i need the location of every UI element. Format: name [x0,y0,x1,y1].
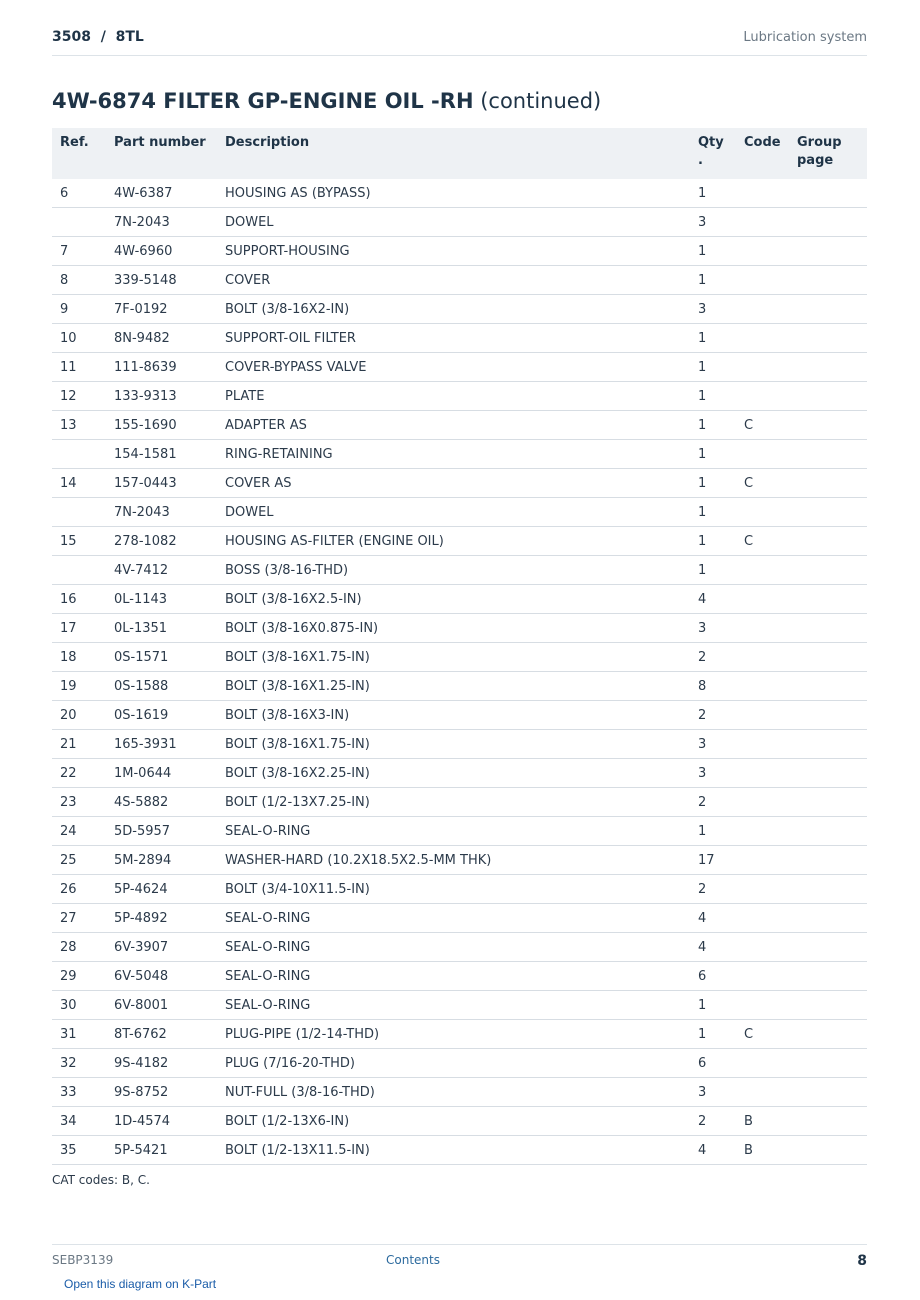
ref-cell: 23 [52,788,106,817]
description-cell: RING-RETAINING [217,440,690,469]
part-number-cell: 1M-0644 [106,759,217,788]
part-number-cell: 4W-6960 [106,237,217,266]
part-number-cell: 154-1581 [106,440,217,469]
page [52,0,867,1300]
kpart-diagram-link[interactable]: Open this diagram on K-Part [64,1277,217,1291]
qty-cell: 6 [690,1049,736,1078]
code-cell [736,1078,789,1107]
description-cell: BOLT (3/8-16X2.5-IN) [217,585,690,614]
code-cell: C [736,411,789,440]
ref-cell: 15 [52,527,106,556]
group-page-cell [789,672,867,701]
code-cell [736,962,789,991]
col-header-group-page: Group page [789,128,867,179]
description-cell: SEAL-O-RING [217,904,690,933]
group-page-cell [789,730,867,759]
ref-cell: 14 [52,469,106,498]
table-row [52,556,867,585]
page-number: 8 [857,1253,867,1269]
table-row [52,962,867,991]
table-row [52,1136,867,1165]
qty-cell: 1 [690,353,736,382]
code-cell [736,295,789,324]
table-row [52,527,867,556]
table-row [52,1078,867,1107]
description-cell: HOUSING AS (BYPASS) [217,179,690,208]
qty-cell: 3 [690,759,736,788]
description-cell: BOLT (3/8-16X3-IN) [217,701,690,730]
code-cell [736,672,789,701]
ref-cell: 11 [52,353,106,382]
part-number-cell: 0S-1588 [106,672,217,701]
group-page-cell [789,353,867,382]
code-cell: C [736,469,789,498]
qty-cell: 1 [690,527,736,556]
part-number-cell: 5P-4892 [106,904,217,933]
code-cell [736,701,789,730]
part-number-cell: 155-1690 [106,411,217,440]
code-cell [736,266,789,295]
part-number-cell: 5P-5421 [106,1136,217,1165]
table-row [52,875,867,904]
part-number-cell: 157-0443 [106,469,217,498]
qty-cell: 1 [690,237,736,266]
ref-cell: 6 [52,179,106,208]
description-cell: ADAPTER AS [217,411,690,440]
group-page-cell [789,904,867,933]
qty-cell: 4 [690,933,736,962]
code-cell [736,179,789,208]
code-cell [736,382,789,411]
group-page-cell [789,933,867,962]
ref-cell: 33 [52,1078,106,1107]
group-page-cell [789,498,867,527]
section-title: Lubrication system [743,30,867,45]
part-number-cell: 0S-1571 [106,643,217,672]
code-cell [736,759,789,788]
qty-cell: 2 [690,643,736,672]
qty-cell: 4 [690,1136,736,1165]
table-row [52,469,867,498]
table-row [52,759,867,788]
qty-cell: 17 [690,846,736,875]
parts-table-body [52,179,867,1165]
qty-cell: 1 [690,817,736,846]
part-number-cell: 8N-9482 [106,324,217,353]
part-number-cell: 133-9313 [106,382,217,411]
part-number-cell: 9S-8752 [106,1078,217,1107]
qty-cell: 2 [690,875,736,904]
part-number-cell: 1D-4574 [106,1107,217,1136]
group-page-cell [789,1020,867,1049]
description-cell: COVER-BYPASS VALVE [217,353,690,382]
table-row [52,643,867,672]
qty-cell: 8 [690,672,736,701]
part-number-cell: 278-1082 [106,527,217,556]
description-cell: SEAL-O-RING [217,933,690,962]
code-cell [736,991,789,1020]
description-cell: BOLT (3/8-16X2.25-IN) [217,759,690,788]
group-page-cell [789,179,867,208]
code-cell [736,614,789,643]
description-cell: BOLT (3/8-16X1.75-IN) [217,730,690,759]
col-header-part-number: Part number [106,128,217,179]
group-page-cell [789,962,867,991]
group-page-cell [789,788,867,817]
qty-cell: 2 [690,701,736,730]
ref-cell: 26 [52,875,106,904]
group-page-cell [789,643,867,672]
parts-table [52,128,867,1165]
code-cell: B [736,1136,789,1165]
group-page-cell [789,237,867,266]
ref-cell: 32 [52,1049,106,1078]
ref-cell: 7 [52,237,106,266]
group-page-cell [789,614,867,643]
col-header-description: Description [217,128,690,179]
ref-cell: 20 [52,701,106,730]
qty-cell: 1 [690,1020,736,1049]
description-cell: WASHER-HARD (10.2X18.5X2.5-MM THK) [217,846,690,875]
ref-cell: 34 [52,1107,106,1136]
group-page-cell [789,1107,867,1136]
qty-cell: 1 [690,266,736,295]
description-cell: BOLT (3/8-16X0.875-IN) [217,614,690,643]
part-number-cell: 6V-5048 [106,962,217,991]
part-number-cell: 165-3931 [106,730,217,759]
description-cell: PLATE [217,382,690,411]
ref-cell: 22 [52,759,106,788]
description-cell: BOLT (3/8-16X2-IN) [217,295,690,324]
ref-cell: 30 [52,991,106,1020]
ref-cell: 24 [52,817,106,846]
title-suffix: (continued) [473,89,602,113]
table-row [52,846,867,875]
group-page-cell [789,469,867,498]
ref-cell [52,440,106,469]
description-cell: SEAL-O-RING [217,817,690,846]
description-cell: DOWEL [217,208,690,237]
table-row [52,440,867,469]
page-header [52,29,867,56]
group-page-cell [789,382,867,411]
description-cell: HOUSING AS-FILTER (ENGINE OIL) [217,527,690,556]
qty-cell: 1 [690,440,736,469]
table-row [52,498,867,527]
ref-cell: 27 [52,904,106,933]
group-page-cell [789,701,867,730]
part-number-cell: 7N-2043 [106,498,217,527]
group-page-cell [789,991,867,1020]
table-row [52,701,867,730]
ref-cell: 18 [52,643,106,672]
part-number-cell: 111-8639 [106,353,217,382]
document-id: SEBP3139 [52,1253,114,1267]
part-number-cell: 4V-7412 [106,556,217,585]
description-cell: SUPPORT-HOUSING [217,237,690,266]
table-row [52,1020,867,1049]
qty-cell: 1 [690,382,736,411]
code-cell [736,846,789,875]
description-cell: BOLT (1/2-13X7.25-IN) [217,788,690,817]
qty-cell: 1 [690,179,736,208]
group-page-cell [789,585,867,614]
group-page-cell [789,556,867,585]
description-cell: DOWEL [217,498,690,527]
group-page-cell [789,527,867,556]
ref-cell: 10 [52,324,106,353]
table-row [52,672,867,701]
group-page-cell [789,1078,867,1107]
table-row [52,411,867,440]
code-cell [736,353,789,382]
code-cell [736,498,789,527]
code-cell [736,788,789,817]
ref-cell: 12 [52,382,106,411]
group-page-cell [789,1136,867,1165]
part-number-cell: 0L-1143 [106,585,217,614]
ref-cell: 17 [52,614,106,643]
part-number-cell: 8T-6762 [106,1020,217,1049]
part-number-cell: 4W-6387 [106,179,217,208]
code-cell [736,585,789,614]
table-row [52,933,867,962]
code-cell: B [736,1107,789,1136]
table-row [52,614,867,643]
qty-cell: 2 [690,788,736,817]
description-cell: PLUG (7/16-20-THD) [217,1049,690,1078]
group-page-cell [789,266,867,295]
col-header-qty: Qty . [690,128,736,179]
description-cell: COVER AS [217,469,690,498]
ref-cell: 28 [52,933,106,962]
page-title [52,89,601,113]
description-cell: BOSS (3/8-16-THD) [217,556,690,585]
part-number-cell: 9S-4182 [106,1049,217,1078]
table-row [52,295,867,324]
part-number-cell: 5M-2894 [106,846,217,875]
ref-cell: 25 [52,846,106,875]
table-row [52,1049,867,1078]
qty-cell: 1 [690,991,736,1020]
description-cell: SEAL-O-RING [217,991,690,1020]
page-footer [52,1244,867,1291]
qty-cell: 3 [690,730,736,759]
part-number-cell: 339-5148 [106,266,217,295]
qty-cell: 4 [690,904,736,933]
part-number-cell: 7N-2043 [106,208,217,237]
code-cell: C [736,527,789,556]
code-cell [736,643,789,672]
ref-cell: 9 [52,295,106,324]
description-cell: SUPPORT-OIL FILTER [217,324,690,353]
code-cell [736,324,789,353]
group-page-cell [789,846,867,875]
ref-cell [52,556,106,585]
ref-cell: 21 [52,730,106,759]
table-row [52,353,867,382]
table-row [52,730,867,759]
part-number-cell: 6V-3907 [106,933,217,962]
table-row [52,382,867,411]
table-row [52,904,867,933]
code-cell [736,875,789,904]
part-number-cell: 6V-8001 [106,991,217,1020]
part-number-cell: 0L-1351 [106,614,217,643]
code-cell [736,817,789,846]
group-page-cell [789,440,867,469]
qty-cell: 3 [690,208,736,237]
table-row [52,585,867,614]
ref-cell: 13 [52,411,106,440]
description-cell: PLUG-PIPE (1/2-14-THD) [217,1020,690,1049]
table-row [52,179,867,208]
part-number-cell: 5P-4624 [106,875,217,904]
description-cell: BOLT (3/8-16X1.75-IN) [217,643,690,672]
ref-cell: 19 [52,672,106,701]
group-page-cell [789,411,867,440]
part-number-cell: 4S-5882 [106,788,217,817]
description-cell: SEAL-O-RING [217,962,690,991]
code-cell [736,556,789,585]
model-label: 3508 / 8TL [52,29,144,45]
part-number-cell: 7F-0192 [106,295,217,324]
ref-cell: 16 [52,585,106,614]
group-page-cell [789,759,867,788]
qty-cell: 6 [690,962,736,991]
contents-link[interactable]: Contents [386,1253,440,1267]
description-cell: BOLT (3/4-10X11.5-IN) [217,875,690,904]
code-cell [736,237,789,266]
table-row [52,208,867,237]
part-number-cell: 0S-1619 [106,701,217,730]
description-cell: BOLT (1/2-13X11.5-IN) [217,1136,690,1165]
qty-cell: 1 [690,498,736,527]
code-cell [736,440,789,469]
group-page-cell [789,295,867,324]
description-cell: NUT-FULL (3/8-16-THD) [217,1078,690,1107]
table-row [52,788,867,817]
qty-cell: 3 [690,295,736,324]
code-cell [736,904,789,933]
cat-codes-note: CAT codes: B, C. [52,1173,150,1187]
qty-cell: 1 [690,469,736,498]
group-page-cell [789,1049,867,1078]
ref-cell: 35 [52,1136,106,1165]
col-header-ref: Ref. [52,128,106,179]
qty-cell: 3 [690,614,736,643]
table-row [52,324,867,353]
description-cell: BOLT (3/8-16X1.25-IN) [217,672,690,701]
qty-cell: 1 [690,556,736,585]
ref-cell: 31 [52,1020,106,1049]
table-row [52,237,867,266]
ref-cell [52,498,106,527]
code-cell [736,208,789,237]
qty-cell: 4 [690,585,736,614]
table-row [52,1107,867,1136]
qty-cell: 2 [690,1107,736,1136]
group-page-cell [789,208,867,237]
code-cell [736,933,789,962]
description-cell: BOLT (1/2-13X6-IN) [217,1107,690,1136]
ref-cell: 8 [52,266,106,295]
qty-cell: 1 [690,411,736,440]
group-page-cell [789,324,867,353]
code-cell: C [736,1020,789,1049]
part-number-cell: 5D-5957 [106,817,217,846]
table-header-row [52,128,867,179]
table-row [52,991,867,1020]
group-page-cell [789,817,867,846]
ref-cell: 29 [52,962,106,991]
code-cell [736,1049,789,1078]
qty-cell: 1 [690,324,736,353]
code-cell [736,730,789,759]
qty-cell: 3 [690,1078,736,1107]
description-cell: COVER [217,266,690,295]
title-part-name: 4W-6874 FILTER GP-ENGINE OIL -RH [52,89,474,113]
col-header-code: Code [736,128,789,179]
ref-cell [52,208,106,237]
table-row [52,817,867,846]
group-page-cell [789,875,867,904]
table-row [52,266,867,295]
